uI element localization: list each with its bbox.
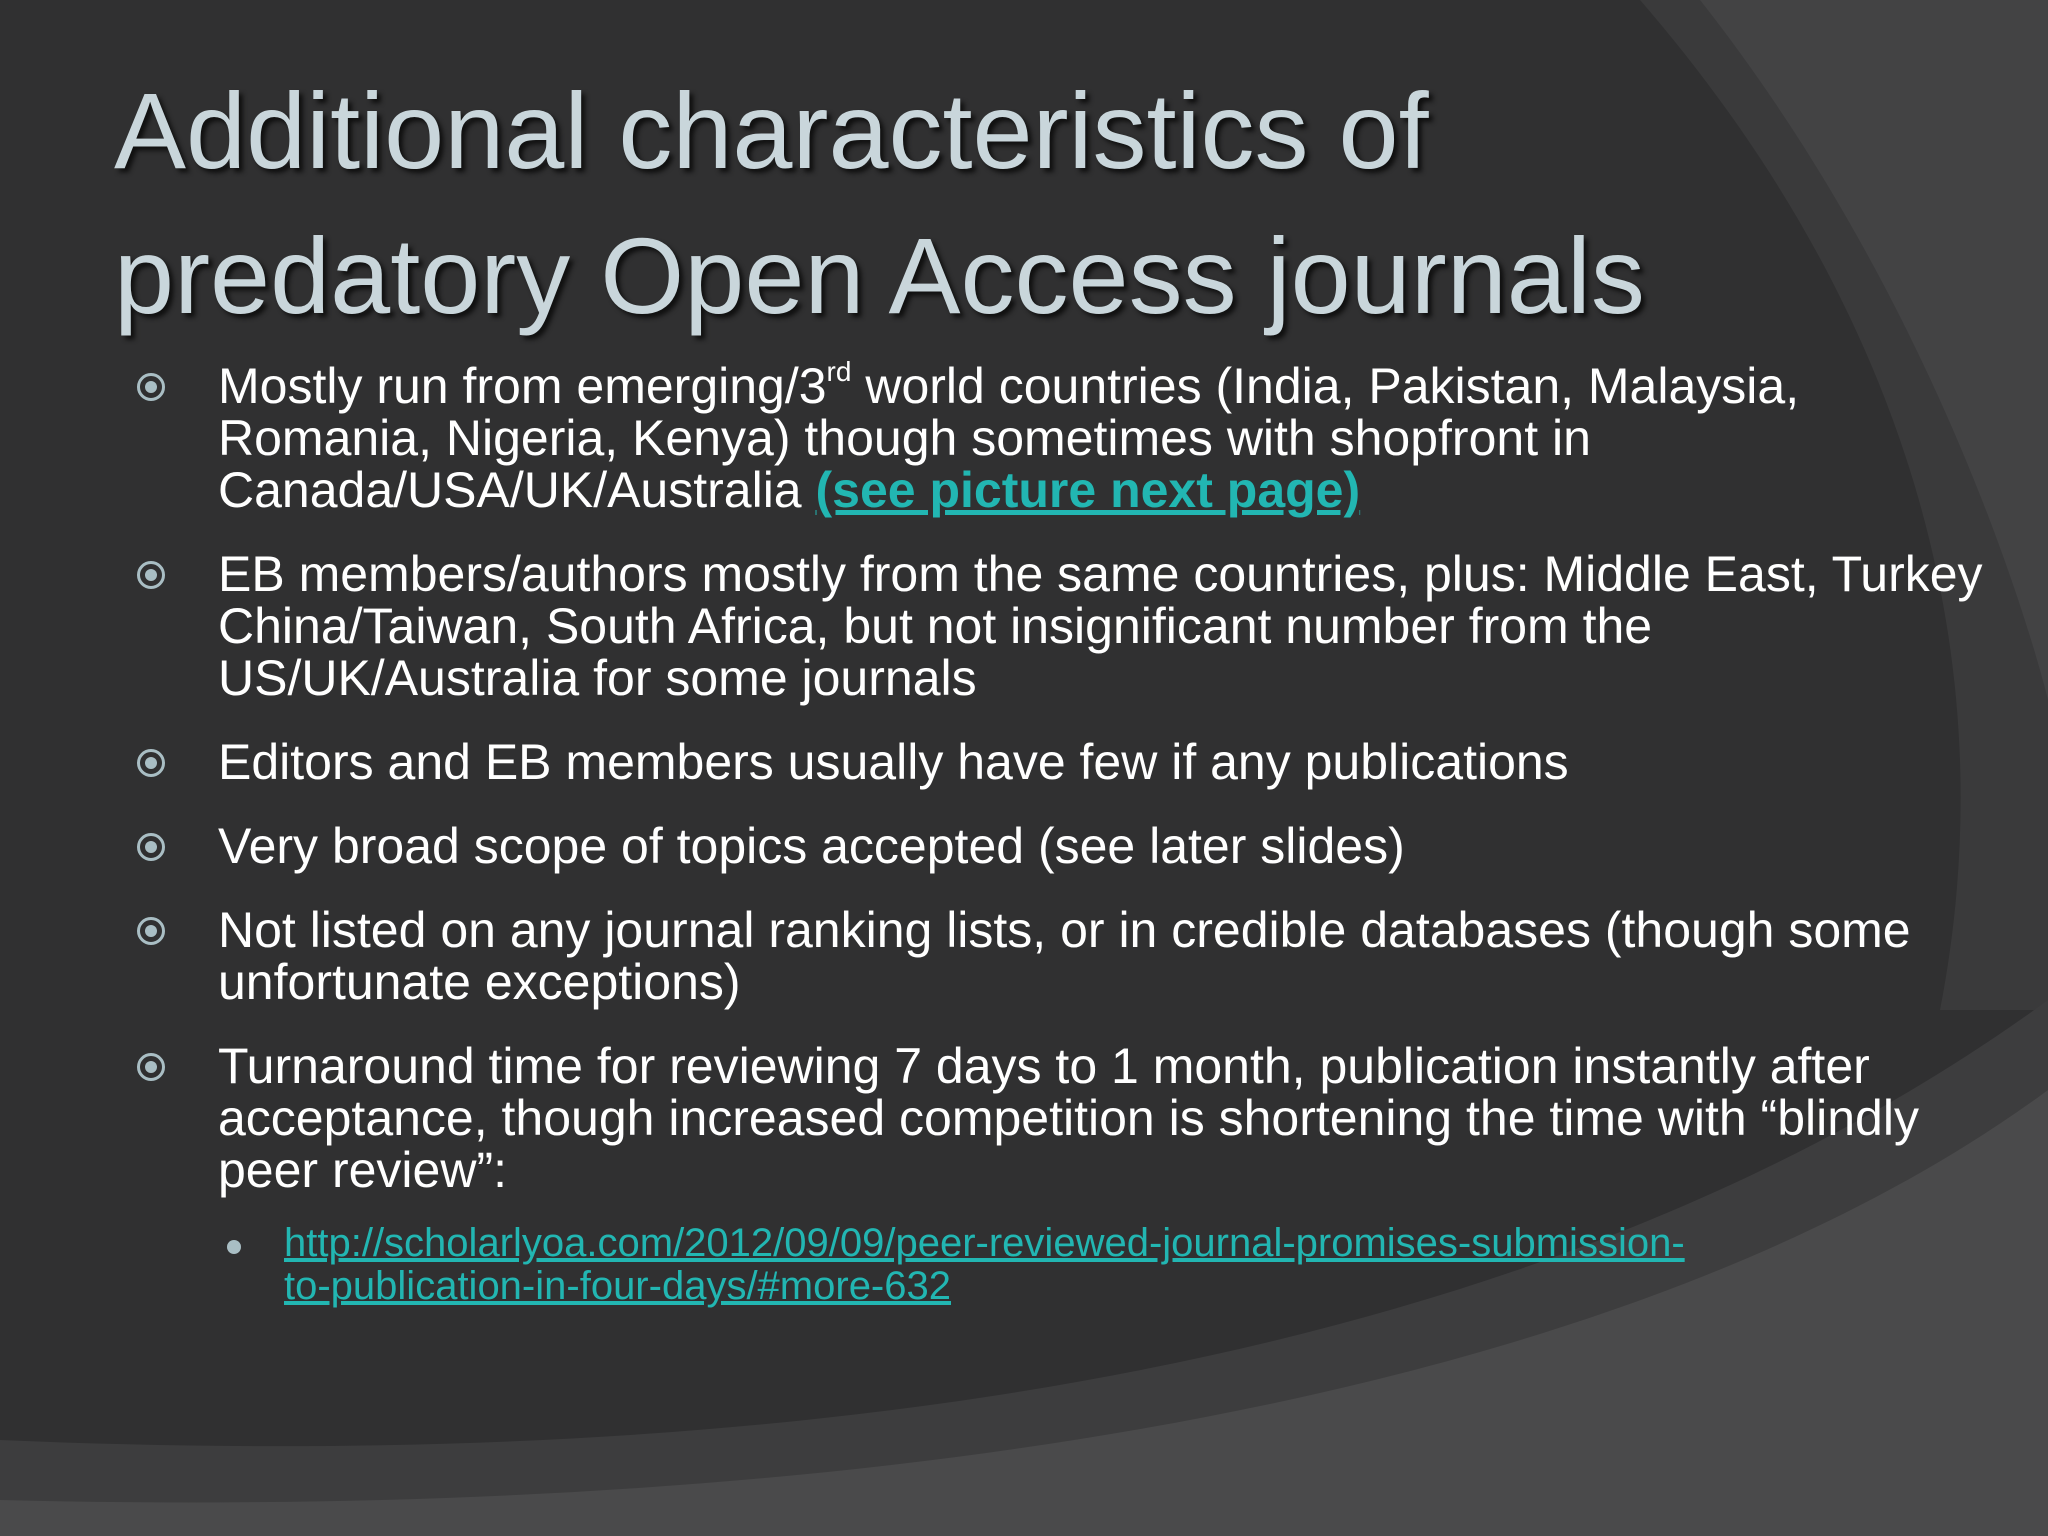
bullet-item <box>0 904 2048 1008</box>
sub-bullet-item <box>0 1222 2048 1308</box>
bullet-item <box>0 1040 2048 1196</box>
title-line-1: Additional characteristics of <box>114 70 1429 191</box>
superscript: rd <box>826 356 852 387</box>
circle-bullet-icon <box>137 833 165 861</box>
dot-bullet-icon <box>227 1240 241 1254</box>
scholarlyoa-url-link[interactable] <box>284 1222 1988 1308</box>
bullet-text: Very broad scope of topics accepted (see later slides) <box>218 818 1405 874</box>
circle-bullet-icon <box>137 1053 165 1081</box>
bullet-item <box>0 820 2048 872</box>
bullet-text: world countries (India, Pakistan, Malaysia, Romania, Nigeria, Kenya) though sometimes with shopfront in Canada/USA/UK/Australia <box>218 358 1800 518</box>
circle-bullet-icon <box>137 917 165 945</box>
url-line-1: http://scholarlyoa.com/2012/09/09/peer-reviewed-journal-promises-submission- <box>284 1221 1685 1265</box>
bullet-text: Turnaround time for reviewing 7 days to 1 month, publication instantly after acceptance, though increased competition is shortening the time with “blindly peer review”: <box>218 1038 1919 1198</box>
circle-bullet-icon <box>137 749 165 777</box>
bullet-item <box>0 548 2048 704</box>
see-picture-link[interactable]: (see picture next page) <box>815 462 1361 518</box>
bullet-list <box>0 356 2048 1308</box>
circle-bullet-icon <box>137 561 165 589</box>
title-line-2: predatory Open Access journals <box>114 215 1645 336</box>
bullet-text: Mostly run from emerging/3 <box>218 358 827 414</box>
bullet-item <box>0 356 2048 518</box>
bullet-text: Not listed on any journal ranking lists, or in credible databases (though some unfortunate exceptions) <box>218 902 1911 1010</box>
slide-title <box>114 58 1914 348</box>
url-line-2: to-publication-in-four-days/#more-632 <box>284 1264 951 1308</box>
bullet-text: Editors and EB members usually have few if any publications <box>218 734 1569 790</box>
bullet-text: EB members/authors mostly from the same countries, plus: Middle East, Turkey China/Taiwan, South Africa, but not insignificant number from the US/UK/Australia for some journals <box>218 546 1983 706</box>
circle-bullet-icon <box>137 373 165 401</box>
bullet-item <box>0 736 2048 788</box>
